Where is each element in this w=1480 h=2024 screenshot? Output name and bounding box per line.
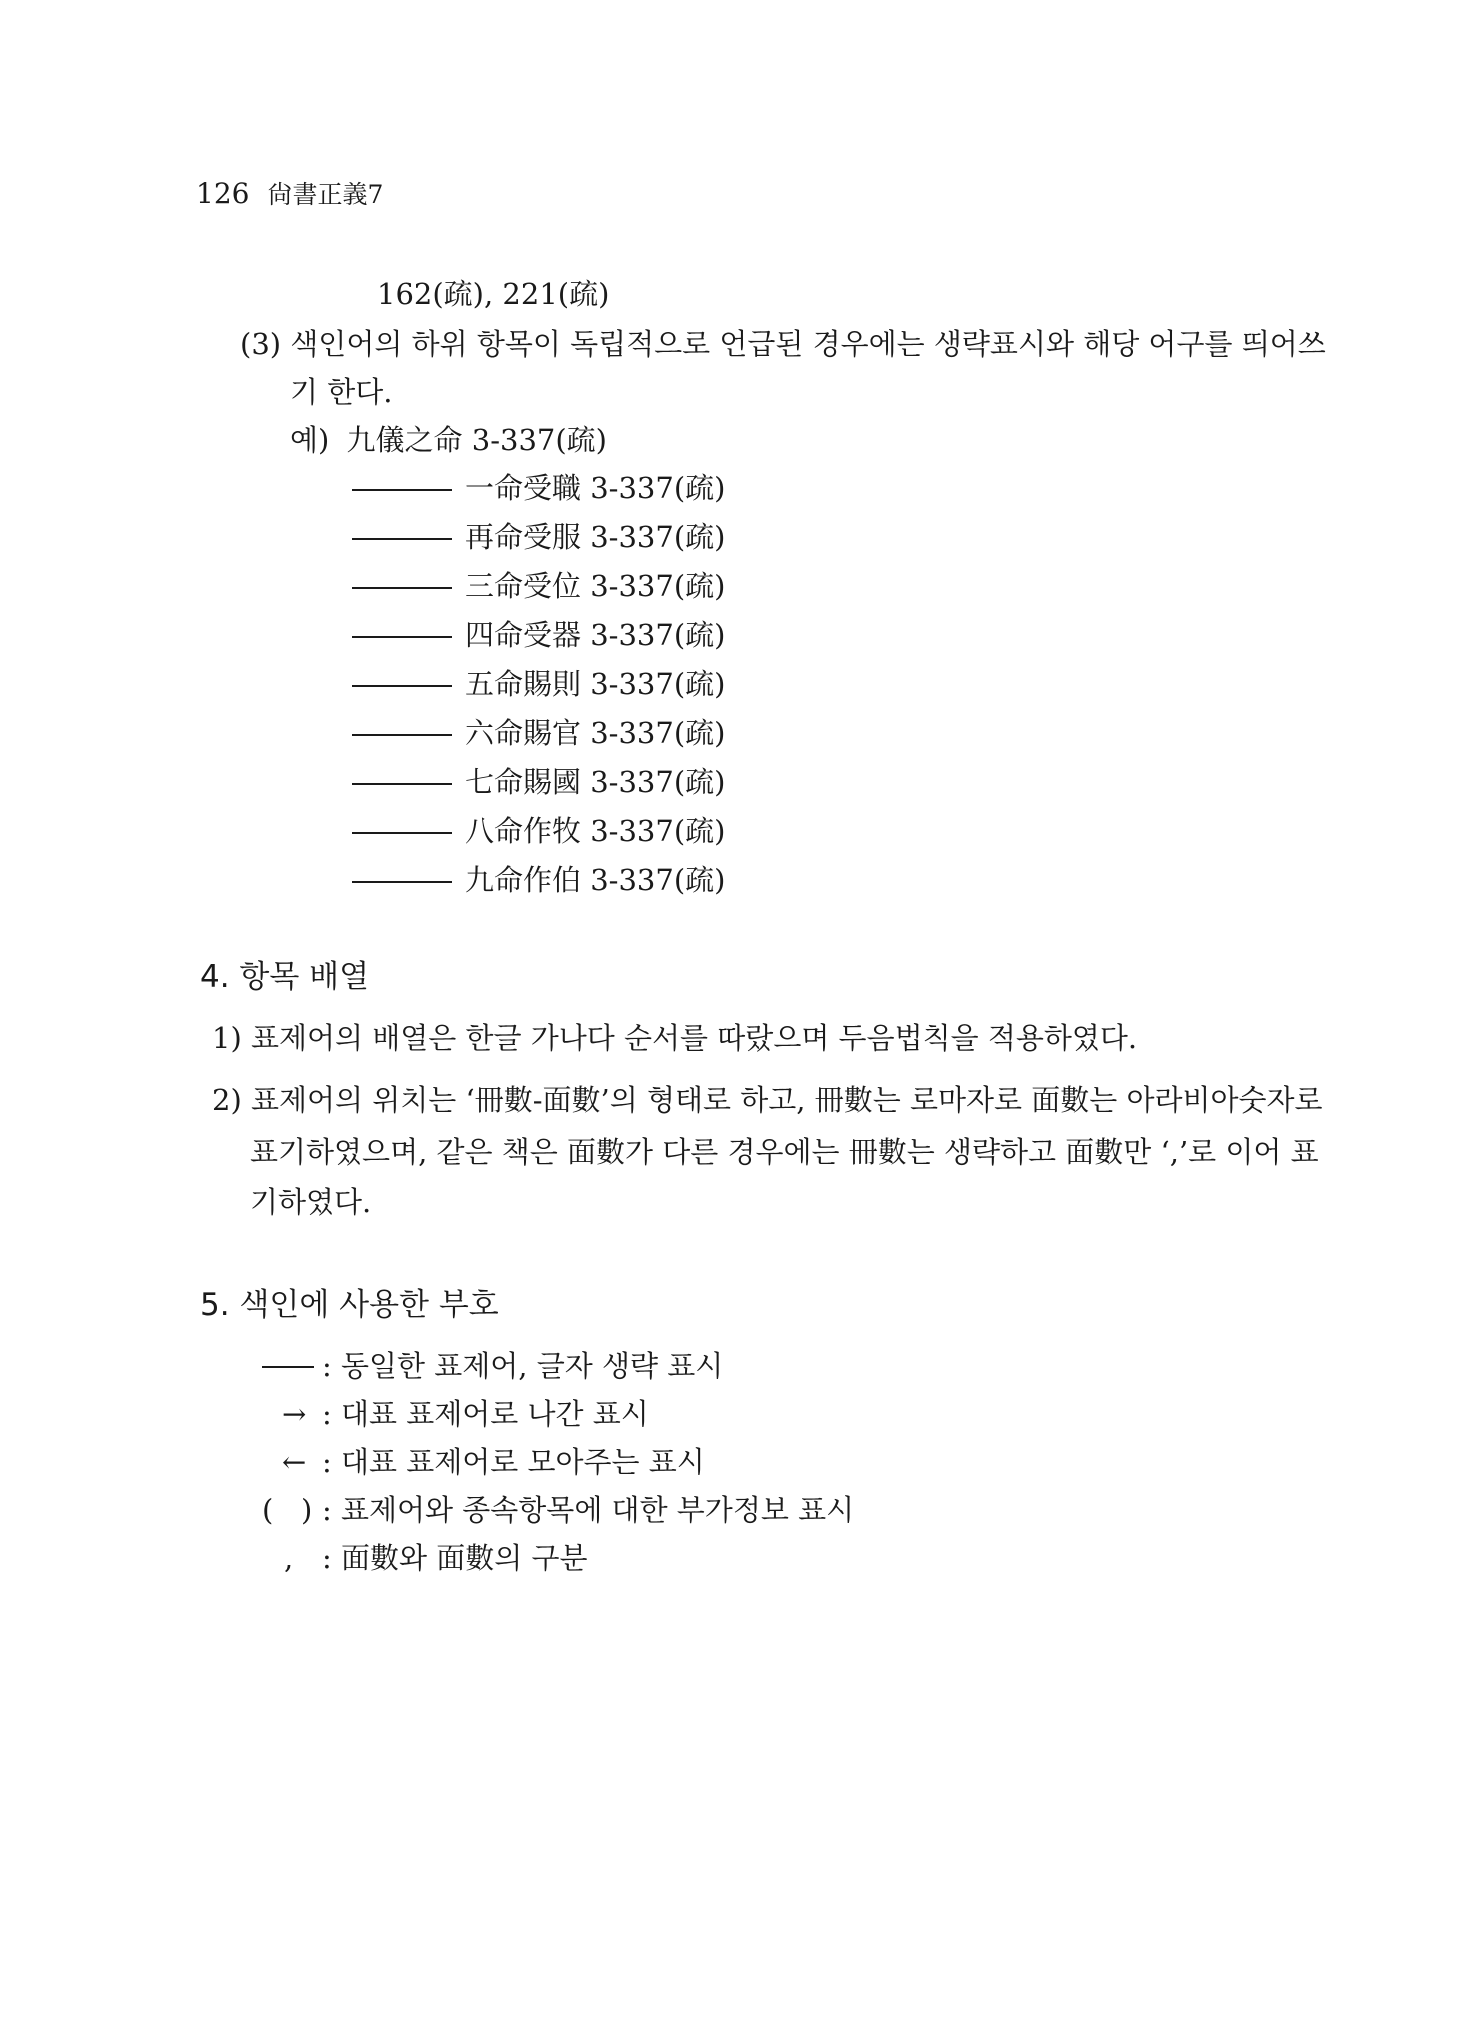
rule3-line1: (3) 색인어의 하위 항목이 독립적으로 언급된 경우에는 생략표시와 해당 어구를 띄어쓰 [240, 327, 1326, 361]
running-header [196, 177, 384, 210]
omission-dash [352, 538, 452, 540]
sub-entry: 五命賜則 3-337(疏) [465, 667, 726, 701]
symbol-desc: : 대표 표제어로 나간 표시 [322, 1397, 649, 1431]
omission-dash [352, 489, 452, 491]
omission-dash [352, 636, 452, 638]
book-title: 尙書正義7 [267, 180, 384, 209]
section4-item2-line2: 표기하였으며, 같은 책은 面數가 다른 경우에는 冊數는 생략하고 面數만 ‘,’로 이어 표 [250, 1135, 1319, 1169]
section4-item2-line3: 기하였다. [250, 1185, 372, 1219]
omission-dash [352, 587, 452, 589]
section4-heading: 4. 항목 배열 [200, 959, 370, 995]
omission-dash [352, 734, 452, 736]
arrow-right-symbol: → [282, 1397, 307, 1431]
symbol-desc: : 面數와 面數의 구분 [322, 1541, 588, 1575]
omission-dash [352, 685, 452, 687]
sub-entry: 九命作伯 3-337(疏) [465, 863, 726, 897]
sub-entry: 一命受職 3-337(疏) [465, 471, 726, 505]
parentheses-symbol: ( ) [262, 1493, 313, 1527]
omission-dash [352, 783, 452, 785]
sub-entry: 四命受器 3-337(疏) [465, 618, 726, 652]
rule3-line2: 기 한다. [290, 375, 393, 409]
symbol-desc: : 표제어와 종속항목에 대한 부가정보 표시 [322, 1493, 855, 1527]
example-label: 예) [290, 423, 330, 457]
sub-entry: 三命受位 3-337(疏) [465, 569, 726, 603]
continuation-line: 162(疏), 221(疏) [377, 277, 610, 311]
sub-entry: 八命作牧 3-337(疏) [465, 814, 726, 848]
symbol-desc: : 동일한 표제어, 글자 생략 표시 [322, 1349, 724, 1383]
page-number: 126 [196, 177, 250, 210]
symbol-desc: : 대표 표제어로 모아주는 표시 [322, 1445, 705, 1479]
omission-dash-symbol [262, 1366, 314, 1368]
omission-dash [352, 881, 452, 883]
sub-entry: 七命賜國 3-337(疏) [465, 765, 726, 799]
section4-item2-line1: 2) 표제어의 위치는 ‘冊數-面數’의 형태로 하고, 冊數는 로마자로 面數는 아라비아숫자로 [212, 1083, 1323, 1117]
section5-heading: 5. 색인에 사용한 부호 [200, 1287, 499, 1323]
comma-symbol: , [284, 1541, 294, 1575]
example-main-entry: 九儀之命 3-337(疏) [346, 423, 607, 457]
section4-item1: 1) 표제어의 배열은 한글 가나다 순서를 따랐으며 두음법칙을 적용하였다. [212, 1021, 1138, 1055]
omission-dash [352, 832, 452, 834]
example-line [290, 423, 607, 457]
sub-entry: 六命賜官 3-337(疏) [465, 716, 726, 750]
sub-entry: 再命受服 3-337(疏) [465, 520, 726, 554]
arrow-left-symbol: ← [282, 1445, 307, 1479]
